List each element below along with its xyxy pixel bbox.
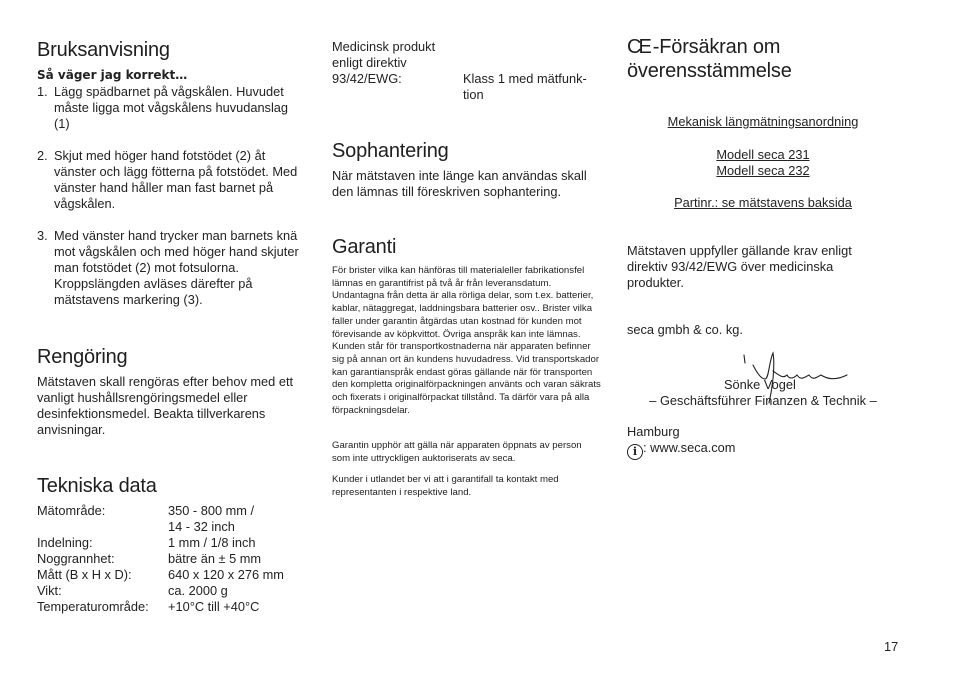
cleaning-heading: Rengöring [37, 346, 128, 368]
usage-step: 3. Med vänster hand trycker man barnets knä mot vågskålen och med höger hand skjuter man fotstödet (2) mot fotsulorna. Kroppslängden avläses därefter på mätstavens markering (3). [37, 228, 299, 307]
city: Hamburg [627, 424, 680, 439]
medical-product-class: Klass 1 med mätfunk- tion [463, 71, 587, 102]
tech-heading: Tekniska data [37, 475, 157, 497]
tech-row: Mätområde: 350 - 800 mm / [37, 503, 255, 518]
disposal-heading: Sophantering [332, 140, 449, 162]
usage-steps [37, 84, 307, 308]
tech-row: Temperaturområde: +10°C till +40°C [37, 599, 260, 614]
warranty-text: För brister vilka kan hänföras till materialeller fabrikationsfel lämnas en garantifrist på två år från leveransdatum. Undantagna från detta är alla rörliga delar, som t.ex. batterier, kablar, nätaggregat, laddningsbara batterier osv.. Brister vilka faller under garantin åtgärdas utan kostnad för kunden mot förevisande av köpkvittot. Övriga anspråk kan inte lämnas. Kunden står för transportkostnaderna när apparaten befinner sig på annan ort än kundens huvudadress. Vid transportskador kan garantianspråk endast göras gällande när för transporten den kompletta originalförpackningen använts och varan säkrats och fixerats i originalförpackat tillstånd. Ta därför vara på alla förpackningsdelar. [332, 265, 601, 416]
device-name: Mekanisk längmätningsanordning [667, 114, 859, 129]
warranty-text-2: Garantin upphör att gälla när apparaten öppnats av person som inte uttryckligen auktoriserats av seca. [332, 440, 582, 464]
model-232: Modell seca 232 [716, 163, 810, 178]
info-icon: i [627, 444, 643, 460]
tech-table [37, 503, 284, 615]
company-name: seca gmbh & co. kg. [627, 322, 743, 337]
usage-step: 2. Skjut med höger hand fotstödet (2) åt vänster och lägg fötterna på fotstödet. Med vänster hand håller man fast barnet på vågskålen. [37, 148, 298, 211]
medical-product-label: Medicinsk produkt enligt direktiv 93/42/EWG: [332, 39, 436, 86]
warranty-text-3: Kunder i utlandet ber vi att i garantifall ta kontakt med representanten i respektive land. [332, 474, 559, 498]
tech-row: 14 - 32 inch [168, 519, 235, 534]
part-number: Partinr.: se mätstavens baksida [674, 195, 852, 210]
model-231: Modell seca 231 [716, 147, 810, 162]
usage-step: 1. Lägg spädbarnet på vågskålen. Huvudet måste ligga mot vågskålens huvudanslag (1) [37, 84, 289, 131]
conformity-heading: CE -Försäkran om överensstämmelse [627, 36, 792, 82]
tech-row: Mått (B x H x D): 640 x 120 x 276 mm [37, 567, 284, 582]
ce-mark: CE [627, 36, 649, 58]
warranty-heading: Garanti [332, 236, 397, 258]
page-number: 17 [884, 639, 899, 654]
tech-row: Indelning: 1 mm / 1/8 inch [37, 535, 256, 550]
tech-row: Noggrannhet: bätre än ± 5 mm [37, 551, 262, 566]
website: i : www.seca.com [627, 440, 735, 460]
signer-role: – Geschäftsführer Finanzen & Technik – [649, 393, 877, 408]
usage-subtitle: Så väger jag korrekt… [37, 68, 188, 82]
cleaning-text: Mätstaven skall rengöras efter behov med ett vanligt hushållsrengöringsmedel eller desinfektionsmedel. Beakta tillverkarens anvisningar. [37, 374, 294, 437]
conformity-statement: Mätstaven uppfyller gällande krav enligt direktiv 93/42/EWG över medicinska produkter. [627, 243, 852, 290]
tech-row: Vikt: ca. 2000 g [37, 583, 228, 598]
signer-name: Sönke Vogel [724, 377, 796, 392]
usage-heading: Bruksanvisning [37, 39, 170, 61]
disposal-text: När mätstaven inte länge kan användas skall den lämnas till föreskriven sophantering. [332, 168, 587, 199]
